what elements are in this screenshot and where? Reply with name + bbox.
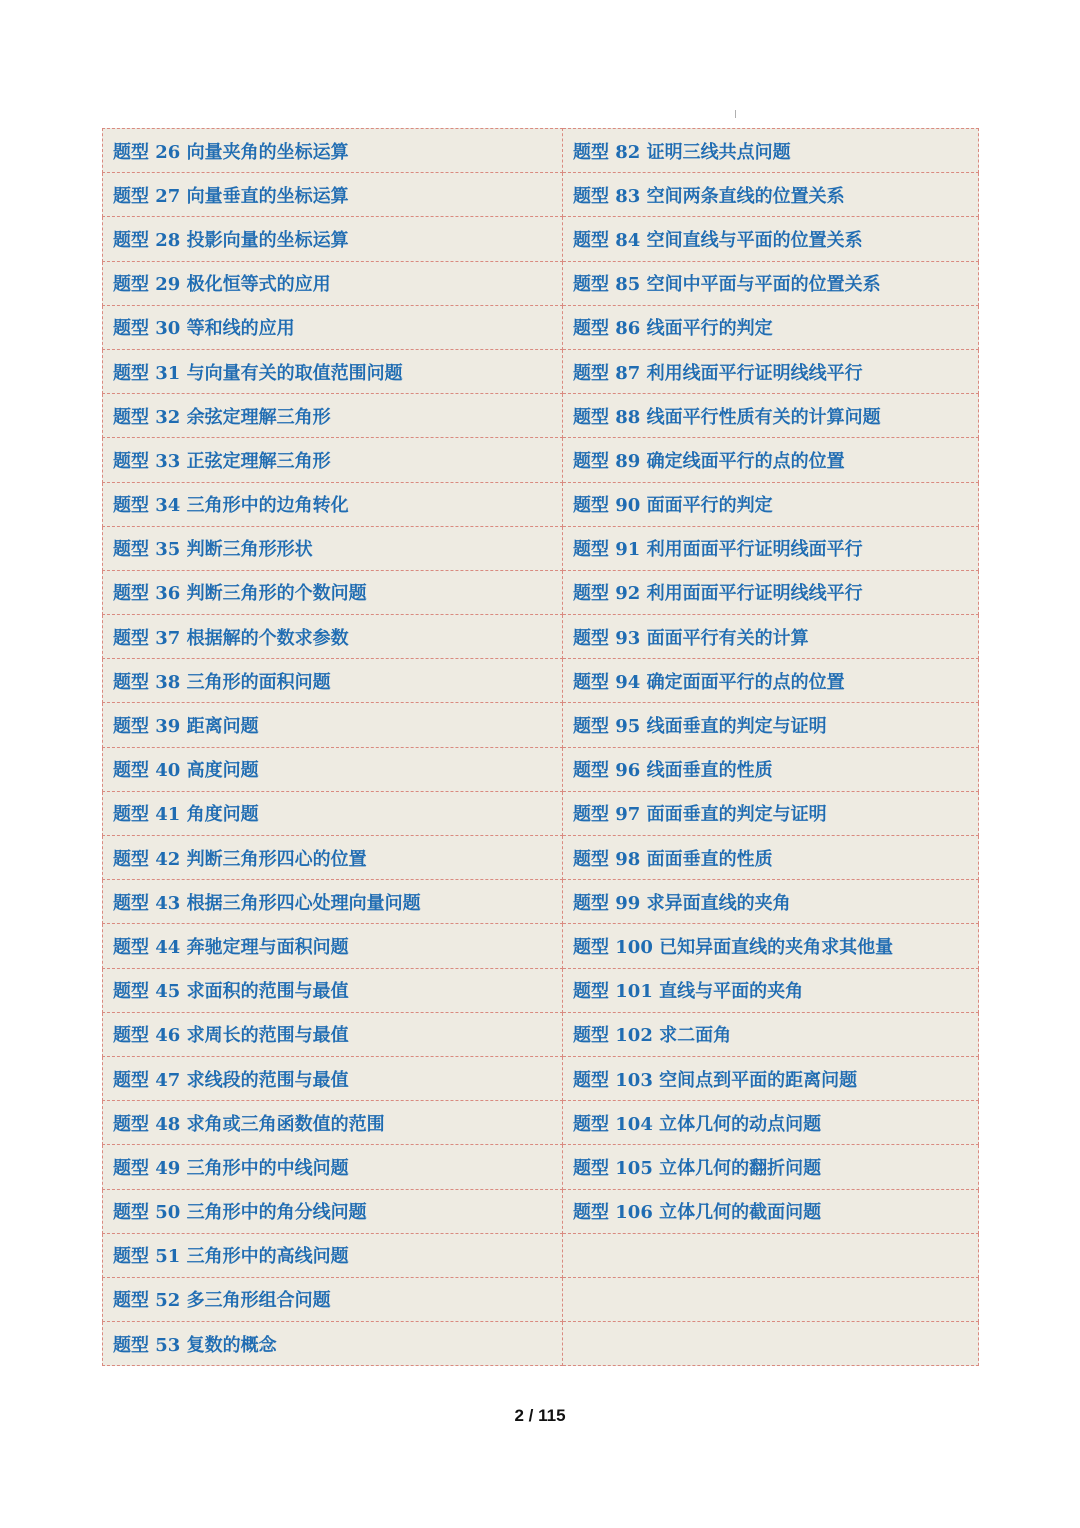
toc-row [103,349,979,393]
toc-entry-left[interactable]: 题型 50 三角形中的角分线问题 [103,1189,563,1233]
toc-entry-left[interactable]: 题型 45 求面积的范围与最值 [103,968,563,1012]
toc-entry-right[interactable]: 题型 94 确定面面平行的点的位置 [563,659,979,703]
toc-row [103,1145,979,1189]
toc-entry-right[interactable]: 题型 85 空间中平面与平面的位置关系 [563,261,979,305]
toc-entry-left[interactable]: 题型 31 与向量有关的取值范围问题 [103,349,563,393]
toc-entry-left[interactable]: 题型 37 根据解的个数求参数 [103,615,563,659]
toc-row [103,791,979,835]
toc-entry-right[interactable]: 题型 98 面面垂直的性质 [563,836,979,880]
toc-row [103,482,979,526]
toc-row [103,217,979,261]
toc-row [103,659,979,703]
toc-entry-right[interactable]: 题型 88 线面平行性质有关的计算问题 [563,394,979,438]
toc-entry-left[interactable]: 题型 49 三角形中的中线问题 [103,1145,563,1189]
toc-table [102,128,979,1366]
toc-entry-left[interactable]: 题型 33 正弦定理解三角形 [103,438,563,482]
toc-entry-left[interactable]: 题型 34 三角形中的边角转化 [103,482,563,526]
toc-entry-right[interactable]: 题型 100 已知异面直线的夹角求其他量 [563,924,979,968]
toc-entry-left[interactable]: 题型 51 三角形中的高线问题 [103,1233,563,1277]
toc-entry-right[interactable]: 题型 91 利用面面平行证明线面平行 [563,526,979,570]
toc-entry-right[interactable]: 题型 93 面面平行有关的计算 [563,615,979,659]
toc-entry-right[interactable]: 题型 82 证明三线共点问题 [563,129,979,173]
toc-row [103,747,979,791]
toc-row [103,1322,979,1366]
toc-entry-right[interactable]: 题型 105 立体几何的翻折问题 [563,1145,979,1189]
toc-entry-right[interactable]: 题型 102 求二面角 [563,1012,979,1056]
toc-entry-left[interactable]: 题型 30 等和线的应用 [103,305,563,349]
toc-entry-left[interactable]: 题型 35 判断三角形形状 [103,526,563,570]
toc-entry-left[interactable]: 题型 44 奔驰定理与面积问题 [103,924,563,968]
toc-entry-right[interactable]: 题型 103 空间点到平面的距离问题 [563,1056,979,1100]
toc-entry-left[interactable]: 题型 38 三角形的面积问题 [103,659,563,703]
toc-entry-left[interactable]: 题型 43 根据三角形四心处理向量问题 [103,880,563,924]
toc-entry-right[interactable]: 题型 86 线面平行的判定 [563,305,979,349]
toc-entry-right[interactable]: 题型 92 利用面面平行证明线线平行 [563,570,979,614]
toc-entry-left[interactable]: 题型 26 向量夹角的坐标运算 [103,129,563,173]
toc-entry-right[interactable]: 题型 84 空间直线与平面的位置关系 [563,217,979,261]
toc-row [103,1101,979,1145]
toc-entry-left[interactable]: 题型 42 判断三角形四心的位置 [103,836,563,880]
toc-entry-left[interactable]: 题型 28 投影向量的坐标运算 [103,217,563,261]
toc-entry-right[interactable] [563,1322,979,1366]
toc-entry-left[interactable]: 题型 48 求角或三角函数值的范围 [103,1101,563,1145]
toc-row [103,1189,979,1233]
toc-row [103,173,979,217]
toc-entry-right[interactable]: 题型 99 求异面直线的夹角 [563,880,979,924]
toc-row [103,1056,979,1100]
toc-entry-right[interactable] [563,1233,979,1277]
toc-row [103,880,979,924]
toc-entry-left[interactable]: 题型 32 余弦定理解三角形 [103,394,563,438]
toc-row [103,129,979,173]
toc-row [103,394,979,438]
toc-row [103,305,979,349]
toc-entry-left[interactable]: 题型 29 极化恒等式的应用 [103,261,563,305]
toc-row [103,1012,979,1056]
toc-entry-left[interactable]: 题型 27 向量垂直的坐标运算 [103,173,563,217]
toc-entry-right[interactable]: 题型 104 立体几何的动点问题 [563,1101,979,1145]
toc-entry-right[interactable]: 题型 83 空间两条直线的位置关系 [563,173,979,217]
toc-entry-right[interactable]: 题型 89 确定线面平行的点的位置 [563,438,979,482]
toc-entry-right[interactable]: 题型 90 面面平行的判定 [563,482,979,526]
toc-row [103,924,979,968]
toc-entry-right[interactable] [563,1277,979,1321]
toc-entry-right[interactable]: 题型 95 线面垂直的判定与证明 [563,703,979,747]
toc-row [103,1277,979,1321]
toc-entry-left[interactable]: 题型 53 复数的概念 [103,1322,563,1366]
toc-entry-left[interactable]: 题型 39 距离问题 [103,703,563,747]
toc-entry-left[interactable]: 题型 52 多三角形组合问题 [103,1277,563,1321]
toc-row [103,261,979,305]
toc-row [103,526,979,570]
toc-entry-right[interactable]: 题型 87 利用线面平行证明线线平行 [563,349,979,393]
page-mark [735,110,736,118]
toc-entry-right[interactable]: 题型 101 直线与平面的夹角 [563,968,979,1012]
toc-row [103,836,979,880]
page-number: 2 / 115 [514,1406,566,1425]
toc-entry-right[interactable]: 题型 97 面面垂直的判定与证明 [563,791,979,835]
toc-row [103,615,979,659]
toc-body [103,129,979,1366]
toc-entry-left[interactable]: 题型 47 求线段的范围与最值 [103,1056,563,1100]
toc-row [103,438,979,482]
toc-entry-left[interactable]: 题型 40 高度问题 [103,747,563,791]
toc-entry-right[interactable]: 题型 106 立体几何的截面问题 [563,1189,979,1233]
toc-row [103,1233,979,1277]
toc-entry-right[interactable]: 题型 96 线面垂直的性质 [563,747,979,791]
toc-entry-left[interactable]: 题型 41 角度问题 [103,791,563,835]
toc-entry-left[interactable]: 题型 36 判断三角形的个数问题 [103,570,563,614]
toc-row [103,703,979,747]
toc-row [103,968,979,1012]
toc-entry-left[interactable]: 题型 46 求周长的范围与最值 [103,1012,563,1056]
toc-row [103,570,979,614]
